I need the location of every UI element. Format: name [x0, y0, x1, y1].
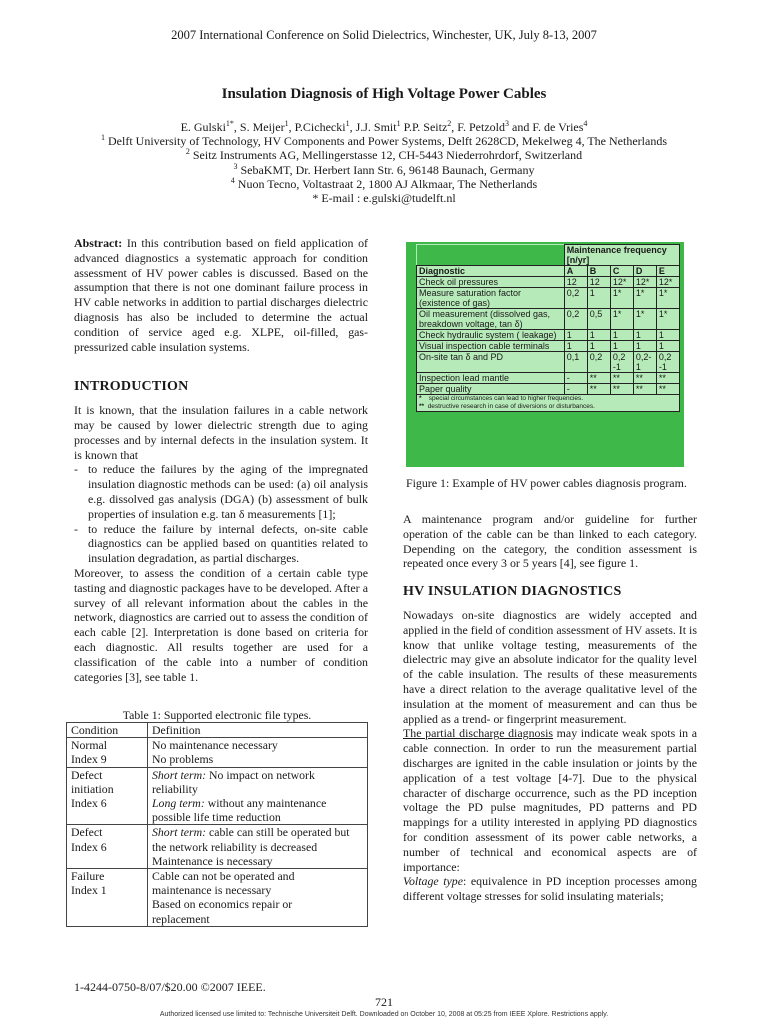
footnote	[419, 395, 677, 403]
table-row	[417, 373, 680, 384]
maintenance-paragraph: A maintenance program and/or guideline for further operation of the cable can be than linked to each category. Depending on the category, the condition assessment is repeated once every 3 or 5 years [4], see figure 1.	[403, 512, 697, 571]
table1-caption: Table 1: Supported electronic file types.	[122, 708, 312, 722]
value-cell: 0,2-1	[633, 352, 656, 373]
definition-cell	[148, 869, 368, 927]
value-cell: **	[656, 373, 679, 384]
cell-line: Defect	[71, 825, 103, 840]
table-row	[417, 277, 680, 288]
value-cell: 0,1	[564, 352, 587, 373]
value-cell: **	[633, 384, 656, 395]
value-cell: 0,2	[564, 288, 587, 309]
term-text: possible life time reduction	[152, 810, 281, 825]
cell-line: Defect	[71, 767, 103, 782]
table-header-cell: E	[656, 266, 679, 277]
author-email: * E-mail : e.gulski@tudelft.nl	[312, 191, 456, 206]
affiliation	[0, 134, 768, 148]
term-text: Cable can not be operated and	[152, 869, 295, 884]
author-name: , F. Petzold	[451, 120, 505, 134]
intro-bullet: - to reduce the failure by internal defects, on-site cable diagnostics can be applied based on quantities related to insulation degradation, as partial discharges.	[74, 522, 368, 566]
term-label: Long term:	[152, 796, 205, 811]
value-cell: 1	[564, 330, 587, 341]
author-sup: 2	[447, 119, 452, 128]
table-row	[417, 384, 680, 395]
diagnostic-cell: On-site tan δ and PD	[417, 352, 565, 373]
value-cell: 1*	[610, 309, 633, 330]
paper-title: Insulation Diagnosis of High Voltage Power Cables	[221, 86, 547, 102]
term-text: reliability	[152, 781, 198, 796]
table-row	[67, 869, 368, 927]
table-footnote-row	[417, 395, 680, 412]
term-text: No impact on network	[206, 767, 315, 782]
definition-cell	[148, 767, 368, 825]
table-row	[417, 330, 680, 341]
term-label: Short term:	[152, 825, 207, 840]
footnote-mark: **	[419, 403, 425, 410]
table-header-cell: Diagnostic	[417, 266, 565, 277]
abstract	[74, 236, 368, 354]
term-text: Based on economics repair or	[152, 897, 293, 912]
author-name: , P.Cichecki	[288, 120, 346, 134]
footnote-text: special circumstances can lead to higher frequencies.	[428, 395, 584, 402]
affiliation-text: Seitz Instruments AG, Mellingerstasse 12, CH-5443 Niederrohrdorf, Switzerland	[189, 148, 583, 163]
affiliation-sup: 2	[185, 147, 190, 157]
cell-line: Index 6	[71, 839, 107, 854]
affiliation-text: Nuon Tecno, Voltastraat 2, 1800 AJ Alkmaar, The Netherlands	[234, 176, 538, 191]
footnote-cell	[417, 395, 680, 412]
group-header-cell: Maintenance frequency [n/yr]	[564, 245, 679, 266]
table-row	[417, 341, 680, 352]
definition-cell	[148, 738, 368, 767]
intro-paragraph-1: It is known, that the insulation failures in a cable network may be caused by lower dielectric strength due to aging processes and by internal defects in the insulation system. It is known that	[74, 403, 368, 462]
table-header-row	[67, 723, 368, 738]
affiliation	[0, 177, 768, 191]
definition-cell	[148, 825, 368, 869]
pd-diagnosis-term: The partial discharge diagnosis	[403, 726, 554, 741]
table-row	[67, 767, 368, 825]
right-column	[403, 512, 697, 904]
author-name: , S. Meijer	[233, 120, 285, 134]
condition-cell	[67, 738, 148, 767]
value-cell: 1	[633, 330, 656, 341]
table-row	[417, 288, 680, 309]
table-header-cell: Definition	[148, 723, 368, 738]
value-cell: 0,2 -1	[610, 352, 633, 373]
affiliation-text: SebaKMT, Dr. Herbert Iann Str. 6, 96148 Baunach, Germany	[237, 162, 535, 177]
diagnostic-cell: Visual inspection cable terminals	[417, 341, 565, 352]
diagnostic-cell: Paper quality	[417, 384, 565, 395]
cell-line	[152, 825, 363, 839]
value-cell: 12*	[633, 277, 656, 288]
voltage-type-paragraph	[403, 874, 697, 904]
maintenance-table	[416, 244, 680, 412]
value-cell: 1	[587, 330, 610, 341]
value-cell: 1	[633, 341, 656, 352]
diagnostic-cell: Oil measurement (dissolved gas, breakdown voltage, tan δ)	[417, 309, 565, 330]
isbn-line: 1-4244-0750-8/07/$20.00 ©2007 IEEE.	[74, 980, 266, 994]
author-names	[0, 120, 768, 134]
cell-line	[152, 883, 363, 897]
intro-paragraph-2: Moreover, to assess the condition of a certain cable type tasting and diagnostic packages have to be developed. After a survey of all relevant information about the cables in the network, diagnostics are carried out to assess the condition of each cable [2]. Interpretation is done based on criteria for each diagnostic. All results together are used for a classification of the cable into a number of condition categories [3], see table 1.	[74, 565, 368, 684]
cell-line	[152, 810, 363, 824]
value-cell: **	[656, 384, 679, 395]
author-sup: 1	[345, 119, 350, 128]
cell-line	[152, 897, 363, 911]
blank-cell	[417, 245, 565, 266]
table-header-cell: C	[610, 266, 633, 277]
cell-line	[152, 840, 363, 854]
abstract-text: In this contribution based on field application of advanced diagnostics a systematic approach for condition assessment of HV power cables is discussed. Based on the assumption that there is not one dominant failure process in HV cable networks in addition to partial discharges dielectric diagnosis has also be included to determine the actual condition of service aged e.g. XLPE, oil-filled, gas-pressurized cable insulation systems.	[74, 236, 368, 354]
value-cell: 1	[587, 288, 610, 309]
value-cell: 0,2	[587, 352, 610, 373]
affiliation-sup: 4	[230, 175, 235, 185]
value-cell: **	[587, 373, 610, 384]
value-cell: 12*	[656, 277, 679, 288]
cell-line: Index 1	[71, 883, 107, 898]
table-header-cell: B	[587, 266, 610, 277]
value-cell: **	[610, 373, 633, 384]
cell-line	[152, 752, 363, 766]
term-text: No problems	[152, 752, 214, 767]
value-cell: 1	[656, 341, 679, 352]
cell-line	[152, 912, 363, 926]
pd-paragraph-text: may indicate weak spots in a cable connection. In order to run the measurement partial discharges are ignited in the cable insulation or joints by the application of a test voltage [4-7]. Due to the physical character of discharge occurrence, such as the PD inception voltage the PD pulse magnitudes, PD patterns and PD mappings for a utility interested in applying PD diagnostics for condition assessment of its power cable networks, a number of technical and economical aspects are of importance:	[403, 726, 697, 874]
value-cell: **	[610, 384, 633, 395]
value-cell: 12	[587, 277, 610, 288]
figure1-maintenance-table	[406, 242, 684, 467]
footnote	[419, 403, 677, 411]
value-cell: 1*	[633, 309, 656, 330]
page-number: 721	[375, 995, 393, 1009]
value-cell: 1	[656, 330, 679, 341]
affiliation-text: Delft University of Technology, HV Components and Power Systems, Delft 2628CD, Mekelweg 4, The Netherlands	[105, 134, 667, 149]
cell-line: Index 9	[71, 752, 107, 767]
value-cell: -	[564, 373, 587, 384]
cell-line	[152, 854, 363, 868]
author-sup: 3	[505, 119, 509, 128]
abstract-label: Abstract:	[74, 236, 123, 250]
affiliation-sup: 1	[101, 133, 106, 143]
term-text: maintenance is necessary	[152, 883, 272, 898]
value-cell: 12	[564, 277, 587, 288]
footnote-mark: *	[419, 395, 422, 402]
value-cell: **	[587, 384, 610, 395]
intro-bullet: - to reduce the failures by the aging of the impregnated insulation diagnostic methods can be used: (a) oil analysis e.g. dissolved gas analysis (DGA) (b) assessment of bulk properties of insulation e.g. tan δ measurements [1];	[74, 462, 368, 521]
author-name: , J.J. Smit	[349, 120, 397, 134]
term-text: replacement	[152, 911, 210, 926]
value-cell: 1*	[610, 288, 633, 309]
affiliation	[0, 148, 768, 162]
table-row	[417, 309, 680, 330]
table-header-cell: A	[564, 266, 587, 277]
value-cell: 1*	[656, 288, 679, 309]
condition-table	[66, 722, 368, 927]
voltage-type-text: : equivalence in PD inception processes among different voltage stresses for solid insulating materials;	[403, 874, 697, 904]
diagnostic-cell: Measure saturation factor (existence of gas)	[417, 288, 565, 309]
author-sup: 4	[583, 119, 588, 128]
value-cell: 0,2	[564, 309, 587, 330]
cell-line: Normal	[71, 738, 108, 753]
value-cell: 1	[610, 330, 633, 341]
cell-line	[152, 782, 363, 796]
cell-line	[152, 796, 363, 810]
footnote-text: destructive research in case of diversions or disturbances.	[427, 403, 595, 410]
cell-line: Index 6	[71, 796, 107, 811]
table-row	[67, 738, 368, 767]
table-row	[417, 245, 680, 266]
diagnostic-cell: Inspection lead mantle	[417, 373, 565, 384]
table-header-row	[417, 266, 680, 277]
term-text: the network reliability is decreased	[152, 839, 318, 854]
author-sup: 1	[396, 119, 401, 128]
table-header-cell: D	[633, 266, 656, 277]
hv-diagnostics-heading: HV INSULATION DIAGNOSTICS	[403, 584, 622, 600]
author-name: P.P. Seitz	[400, 120, 448, 134]
term-text: Maintenance is necessary	[152, 853, 273, 868]
figure1-caption: Figure 1: Example of HV power cables diagnosis program.	[406, 476, 687, 490]
value-cell: -	[564, 384, 587, 395]
cell-line: initiation	[71, 781, 114, 796]
condition-cell	[67, 767, 148, 825]
value-cell: 0,5	[587, 309, 610, 330]
cell-line: Failure	[71, 869, 105, 884]
term-text: No maintenance necessary	[152, 738, 278, 753]
left-column	[74, 236, 368, 684]
value-cell: **	[633, 373, 656, 384]
value-cell: 1	[564, 341, 587, 352]
affiliation-sup: 3	[233, 161, 238, 171]
author-sup: 1	[284, 119, 289, 128]
table-row	[67, 825, 368, 869]
author-block	[0, 120, 768, 205]
value-cell: 0,2 -1	[656, 352, 679, 373]
value-cell: 1*	[656, 309, 679, 330]
introduction-heading: INTRODUCTION	[74, 379, 189, 395]
voltage-type-term: Voltage type	[403, 874, 464, 889]
cell-line	[152, 738, 363, 752]
term-text: without any maintenance	[204, 796, 327, 811]
diagnostic-cell: Check hydraulic system ( leakage)	[417, 330, 565, 341]
table-row	[417, 352, 680, 373]
cell-line	[152, 869, 363, 883]
term-text: cable can still be operated but	[206, 825, 350, 840]
condition-cell	[67, 869, 148, 927]
value-cell: 1	[610, 341, 633, 352]
diagnostics-paragraph: Nowadays on-site diagnostics are widely accepted and applied in the field of condition assessment of HV assets. It is know that unlike voltage testing, measurements of the dielectric may give an absolute indicator for the quality level of the cable insulation. The results of these measurements have a direct relation to the average qualitative level of the insulation at the moment of measurement and can thus be applied as a trend- or fingerprint measurement.	[403, 607, 697, 726]
author-sup: 1*	[225, 119, 234, 128]
license-notice: Authorized licensed use limited to: Technische Universiteit Delft. Downloaded on October 10, 2008 at 05:25 from IEEE Xplore. Restrictions apply.	[159, 1011, 609, 1018]
affiliation	[0, 163, 768, 177]
condition-cell	[67, 825, 148, 869]
value-cell: 12*	[610, 277, 633, 288]
term-label: Short term:	[152, 767, 207, 782]
table-header-cell: Condition	[67, 723, 148, 738]
value-cell: 1	[587, 341, 610, 352]
value-cell: 1*	[633, 288, 656, 309]
conference-header: 2007 International Conference on Solid Dielectrics, Winchester, UK, July 8-13, 2007	[171, 28, 597, 42]
author-name: E. Gulski	[180, 120, 226, 134]
author-name: and F. de Vries	[509, 120, 584, 134]
pd-paragraph	[403, 726, 697, 874]
intro-bullet-list	[74, 462, 368, 566]
diagnostic-cell: Check oil pressures	[417, 277, 565, 288]
cell-line	[152, 768, 363, 782]
